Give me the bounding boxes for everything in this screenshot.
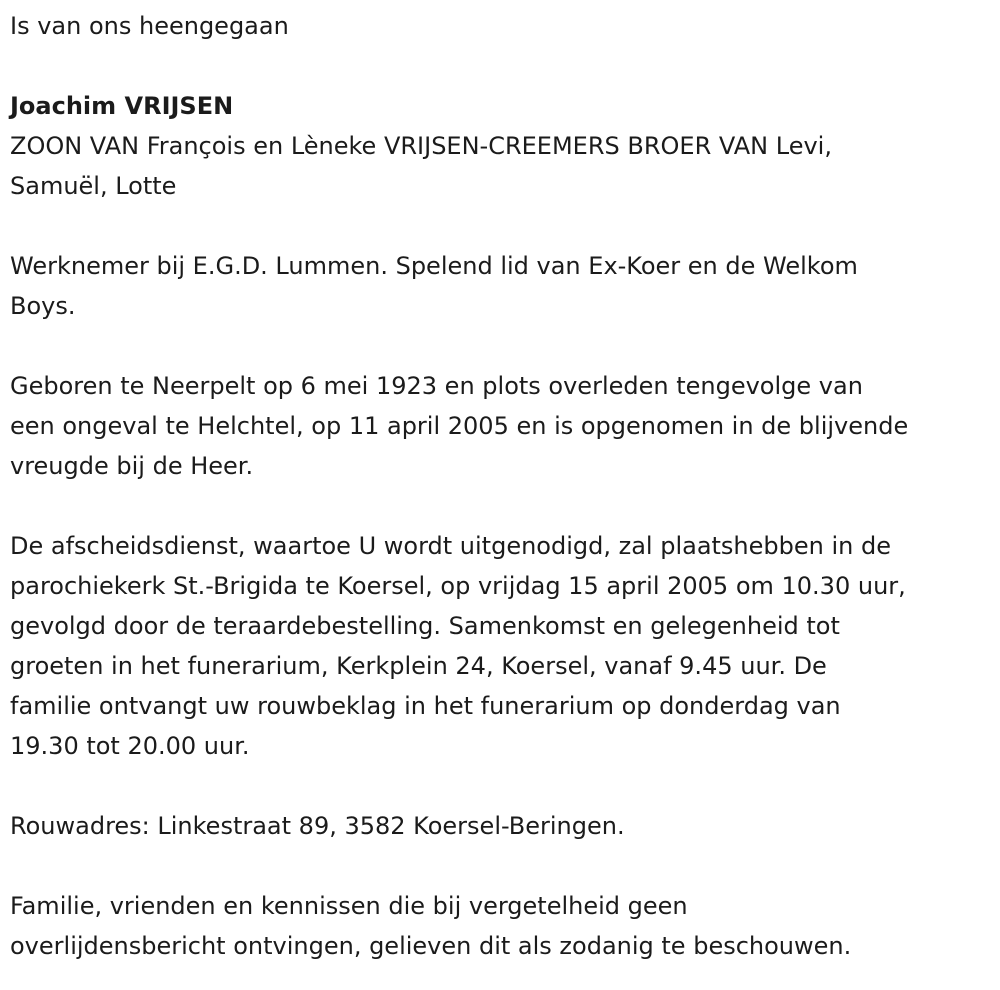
address-paragraph bbox=[10, 806, 995, 846]
relations-line: Samuël, Lotte bbox=[10, 172, 177, 200]
service-line: familie ontvangt uw rouwbeklag in het funerarium op donderdag van bbox=[10, 692, 841, 720]
spacer bbox=[10, 326, 995, 366]
service-line: gevolgd door de teraardebestelling. Samenkomst en gelegenheid tot bbox=[10, 612, 840, 640]
service-paragraph bbox=[10, 526, 995, 766]
birth-death-paragraph bbox=[10, 366, 995, 486]
service-line: groeten in het funerarium, Kerkplein 24, Koersel, vanaf 9.45 uur. De bbox=[10, 652, 827, 680]
spacer bbox=[10, 46, 995, 86]
address-line: Rouwadres: Linkestraat 89, 3582 Koersel-Beringen. bbox=[10, 812, 625, 840]
intro-text: Is van ons heengegaan bbox=[10, 12, 289, 40]
work-line: Werknemer bij E.G.D. Lummen. Spelend lid van Ex-Koer en de Welkom bbox=[10, 252, 858, 280]
deceased-name: Joachim VRIJSEN bbox=[10, 92, 234, 120]
relations-line: ZOON VAN François en Lèneke VRIJSEN-CREEMERS BROER VAN Levi, bbox=[10, 132, 832, 160]
work-paragraph bbox=[10, 246, 995, 326]
work-line: Boys. bbox=[10, 292, 76, 320]
service-line: parochiekerk St.-Brigida te Koersel, op vrijdag 15 april 2005 om 10.30 uur, bbox=[10, 572, 906, 600]
spacer bbox=[10, 486, 995, 526]
birth-death-line: vreugde bij de Heer. bbox=[10, 452, 254, 480]
birth-death-line: een ongeval te Helchtel, op 11 april 2005 en is opgenomen in de blijvende bbox=[10, 412, 909, 440]
closing-line: Familie, vrienden en kennissen die bij vergetelheid geen bbox=[10, 892, 688, 920]
service-line: 19.30 tot 20.00 uur. bbox=[10, 732, 250, 760]
obituary-notice bbox=[10, 6, 995, 966]
birth-death-line: Geboren te Neerpelt op 6 mei 1923 en plots overleden tengevolge van bbox=[10, 372, 863, 400]
relations-paragraph bbox=[10, 126, 995, 206]
closing-paragraph bbox=[10, 886, 995, 966]
spacer bbox=[10, 206, 995, 246]
spacer bbox=[10, 766, 995, 806]
closing-line: overlijdensbericht ontvingen, gelieven dit als zodanig te beschouwen. bbox=[10, 932, 852, 960]
service-line: De afscheidsdienst, waartoe U wordt uitgenodigd, zal plaatshebben in de bbox=[10, 532, 891, 560]
spacer bbox=[10, 846, 995, 886]
